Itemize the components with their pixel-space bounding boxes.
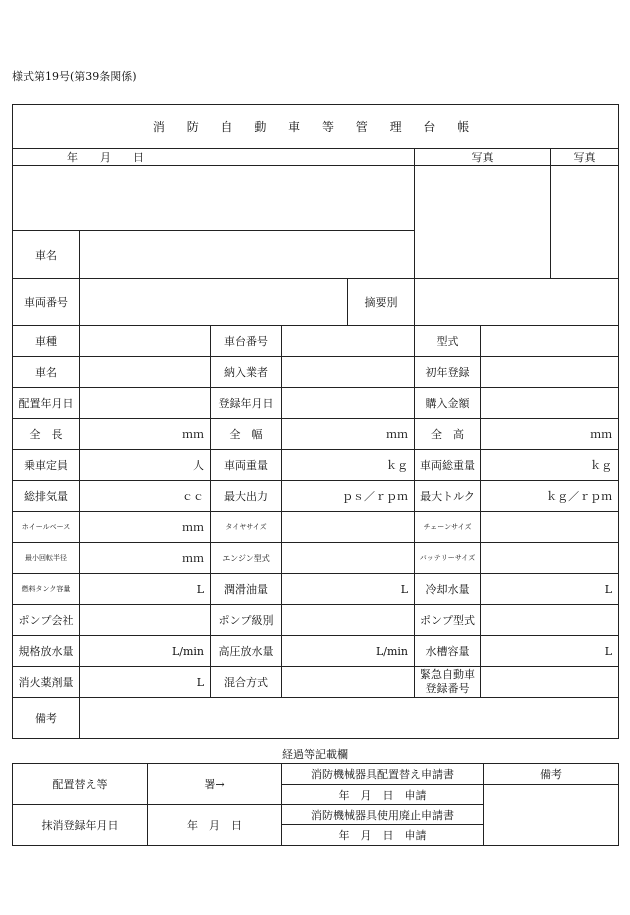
rated-discharge-unit: L/min: [80, 636, 211, 667]
photo-box-1: [415, 166, 551, 279]
battery-size-value[interactable]: [481, 543, 619, 574]
width-unit: ｍｍ: [282, 419, 415, 450]
supplier-value[interactable]: [282, 357, 415, 388]
photo-label-1: 写真: [415, 149, 551, 166]
width-label: 全 幅: [211, 419, 282, 450]
deploy-date-label: 配置年月日: [13, 388, 80, 419]
remarks-col-value[interactable]: [415, 279, 619, 326]
turning-radius-unit: ｍｍ: [80, 543, 211, 574]
photo-box-2: [551, 166, 619, 279]
gross-weight-unit: ｋｇ: [481, 450, 619, 481]
fuel-tank-unit: L: [80, 574, 211, 605]
wheelbase-label: ホイールベース: [13, 512, 80, 543]
rated-discharge-label: 規格放水量: [13, 636, 80, 667]
vehicle-management-ledger: [12, 104, 619, 739]
engine-model-label: エンジン型式: [211, 543, 282, 574]
pump-class-value[interactable]: [282, 605, 415, 636]
max-output-label: 最大出力: [211, 481, 282, 512]
fuel-tank-label: 燃料タンク容量: [13, 574, 80, 605]
high-pressure-discharge-unit: L/min: [282, 636, 415, 667]
car-name-label: 車名: [13, 357, 80, 388]
chain-size-label: チェーンサイズ: [415, 512, 481, 543]
date-area: [13, 166, 415, 231]
vehicle-number-value[interactable]: [80, 279, 348, 326]
lube-oil-label: 潤滑油量: [211, 574, 282, 605]
chassis-number-label: 車台番号: [211, 326, 282, 357]
mixing-method-label: 混合方式: [211, 667, 282, 698]
max-torque-label: 最大トルク: [415, 481, 481, 512]
pump-maker-label: ポンプ会社: [13, 605, 80, 636]
max-torque-unit: ｋｇ／ｒｐｍ: [481, 481, 619, 512]
history-remarks-label: 備考: [484, 764, 619, 785]
pump-class-label: ポンプ級別: [211, 605, 282, 636]
displacement-unit: ｃｃ: [80, 481, 211, 512]
emergency-reg-value[interactable]: [481, 667, 619, 698]
relocation-apply-date: 年 月 日 申請: [282, 785, 484, 805]
deregister-date-label: 抹消登録年月日: [13, 805, 148, 846]
form-number: 様式第19号(第39条関係): [12, 70, 137, 83]
lube-oil-unit: L: [282, 574, 415, 605]
register-date-value[interactable]: [282, 388, 415, 419]
car-name-top-label: 車名: [13, 231, 80, 279]
pump-maker-value[interactable]: [80, 605, 211, 636]
car-type-value[interactable]: [80, 326, 211, 357]
pump-model-label: ポンプ型式: [415, 605, 481, 636]
history-table: [12, 763, 619, 846]
chain-size-value[interactable]: [481, 512, 619, 543]
remarks-col-label: 摘要別: [348, 279, 415, 326]
pump-model-value[interactable]: [481, 605, 619, 636]
extinguisher-unit: L: [80, 667, 211, 698]
displacement-label: 総排気量: [13, 481, 80, 512]
first-registration-label: 初年登録: [415, 357, 481, 388]
purchase-amount-label: 購入金額: [415, 388, 481, 419]
tire-size-value[interactable]: [282, 512, 415, 543]
deregister-ymd: 年 月 日: [148, 805, 282, 846]
vehicle-weight-label: 車両重量: [211, 450, 282, 481]
length-unit: ｍｍ: [80, 419, 211, 450]
height-label: 全 高: [415, 419, 481, 450]
model-value[interactable]: [481, 326, 619, 357]
abolition-apply-date: 年 月 日 申請: [282, 825, 484, 846]
capacity-unit: 人: [80, 450, 211, 481]
capacity-label: 乗車定員: [13, 450, 80, 481]
mixing-method-value[interactable]: [282, 667, 415, 698]
high-pressure-discharge-label: 高圧放水量: [211, 636, 282, 667]
max-output-unit: ｐｓ／ｒｐｍ: [282, 481, 415, 512]
wheelbase-unit: ｍｍ: [80, 512, 211, 543]
supplier-label: 納入業者: [211, 357, 282, 388]
water-tank-label: 水槽容量: [415, 636, 481, 667]
relocation-application: 消防機械器具配置替え申請書: [282, 764, 484, 785]
car-type-label: 車種: [13, 326, 80, 357]
height-unit: ｍｍ: [481, 419, 619, 450]
model-label: 型式: [415, 326, 481, 357]
register-date-label: 登録年月日: [211, 388, 282, 419]
engine-model-value[interactable]: [282, 543, 415, 574]
gross-weight-label: 車両総重量: [415, 450, 481, 481]
coolant-label: 冷却水量: [415, 574, 481, 605]
battery-size-label: バッテリーサイズ: [415, 543, 481, 574]
vehicle-number-label: 車両番号: [13, 279, 80, 326]
emergency-reg-label: [415, 667, 481, 698]
extinguisher-label: 消火薬剤量: [13, 667, 80, 698]
deploy-date-value[interactable]: [80, 388, 211, 419]
car-name-top-value[interactable]: [80, 231, 415, 279]
length-label: 全 長: [13, 419, 80, 450]
turning-radius-label: 最小回転半径: [13, 543, 80, 574]
notes-value[interactable]: [80, 698, 619, 739]
relocation-label: 配置替え等: [13, 764, 148, 805]
car-name-value[interactable]: [80, 357, 211, 388]
first-registration-value[interactable]: [481, 357, 619, 388]
photo-label-2: 写真: [551, 149, 619, 166]
coolant-unit: L: [481, 574, 619, 605]
purchase-amount-value[interactable]: [481, 388, 619, 419]
history-caption: 経過等記載欄: [282, 748, 348, 761]
emergency-reg-label-line-2: 登録番号: [425, 682, 470, 695]
emergency-reg-label-line-1: 緊急自動車: [420, 668, 475, 681]
water-tank-unit: L: [481, 636, 619, 667]
vehicle-weight-unit: ｋｇ: [282, 450, 415, 481]
tire-size-label: タイヤサイズ: [211, 512, 282, 543]
history-remarks-value[interactable]: [484, 785, 619, 846]
abolition-application: 消防機械器具使用廃止申請書: [282, 805, 484, 825]
notes-label: 備考: [13, 698, 80, 739]
date-header: 年 月 日: [13, 149, 415, 166]
station-to: 署→: [148, 764, 282, 805]
chassis-number-value[interactable]: [282, 326, 415, 357]
ledger-title: 消 防 自 動 車 等 管 理 台 帳: [13, 105, 619, 149]
